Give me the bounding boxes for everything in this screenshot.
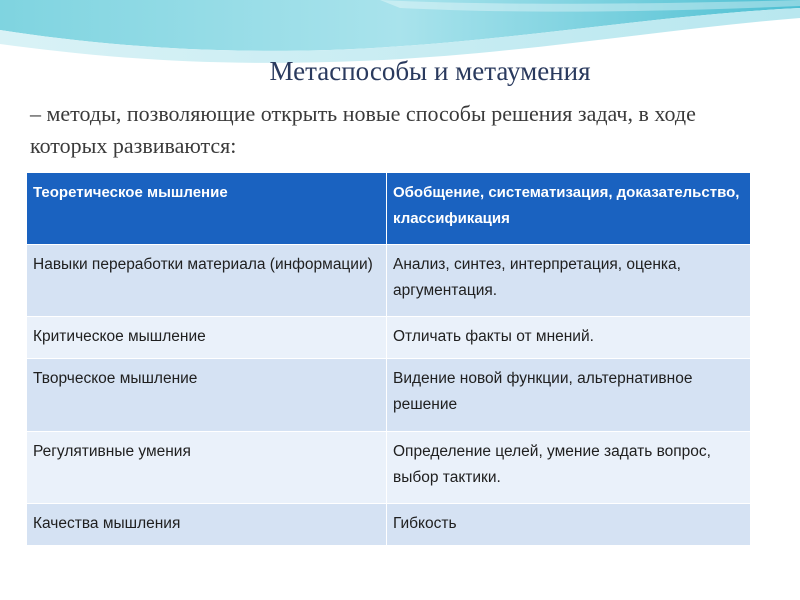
table-cell-skill: Творческое мышление [27,359,387,432]
table-row [27,245,751,317]
table-cell-skill: Качества мышления [27,504,387,546]
table-row [27,359,751,432]
table-cell-description: Гибкость [387,504,751,546]
table-cell-description: Видение новой функции, альтернативное решение [387,359,751,432]
table-cell-skill: Регулятивные умения [27,432,387,504]
slide-title: Метаспособы и метаумения [269,56,591,86]
table-header-row [27,173,751,245]
table-cell-skill: Критическое мышление [27,317,387,359]
table-header-right: Обобщение, систематизация, доказательство, классификация [387,173,751,245]
table-row [27,432,751,504]
table-cell-description: Отличать факты от мнений. [387,317,751,359]
table-cell-description: Определение целей, умение задать вопрос, выбор тактики. [387,432,751,504]
table-row [27,504,751,546]
skills-table [26,172,751,546]
table-row [27,317,751,359]
slide-subtitle: – методы, позволяющие открыть новые способы решения задач, в ходе которых развиваются: [30,101,696,158]
table-cell-description: Анализ, синтез, интерпретация, оценка, аргументация. [387,245,751,317]
table-header-left: Теоретическое мышление [27,173,387,245]
table-cell-skill: Навыки переработки материала (информации) [27,245,387,317]
